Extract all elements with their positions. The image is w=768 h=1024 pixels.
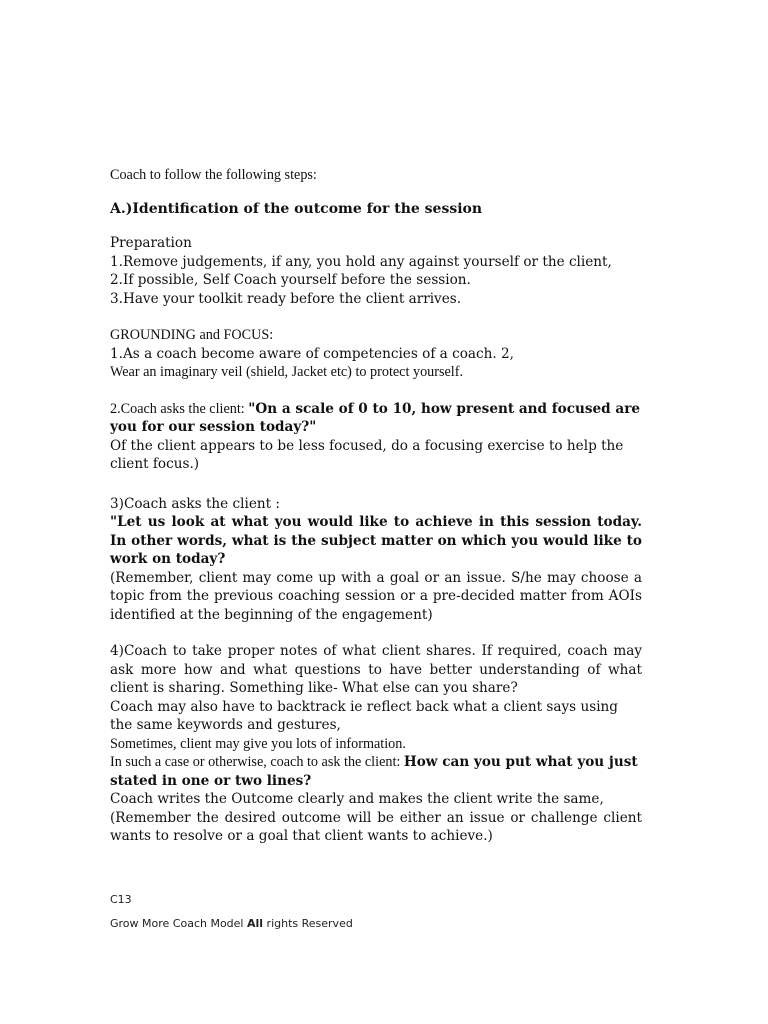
step4-line-1: 4)Coach to take proper notes of what client shares. If required, coach may ask more how and what questions to have better understanding of what client is sharing. Something like- What else can you share?: [110, 643, 642, 696]
step4-line-4: [110, 753, 642, 790]
copyright-prefix: Grow More Coach Model: [110, 917, 247, 930]
section-heading: A.)Identification of the outcome for the session: [110, 200, 483, 217]
copyright-notice: [110, 917, 353, 931]
intro-text: Coach to follow the following steps:: [110, 167, 317, 183]
grounding-item-2-prefix: 2.Coach asks the client:: [110, 400, 249, 417]
step4-line-6: (Remember the desired outcome will be either an issue or challenge client wants to resolve or a goal that client wants to achieve.): [110, 809, 642, 844]
copyright-bold: All: [246, 917, 264, 930]
step3-question-text: "Let us look at what you would like to achieve in this session today. In other words, what is the subject matter on which you would like to work on today?: [110, 514, 642, 567]
step4-line-2: Coach may also have to backtrack ie reflect back what a client says using the same keywords and gestures,: [110, 698, 619, 733]
step4-line-3: Sometimes, client may give you lots of information.: [110, 735, 406, 752]
step4-line-4-question: How can you put what you just stated in one or two lines?: [110, 754, 638, 789]
preparation-title: Preparation: [110, 235, 192, 251]
copyright-suffix: rights Reserved: [263, 917, 353, 930]
grounding-item-2-question: "On a scale of 0 to 10, how present and focused are you for our session today?": [110, 400, 641, 435]
step3-question: [110, 513, 642, 569]
grounding-item-2-note: Of the client appears to be less focused, do a focusing exercise to help the client focus.): [110, 437, 624, 472]
step3-prefix: 3)Coach asks the client :: [110, 495, 281, 512]
step4-line-4-prefix: In such a case or otherwise, coach to ask the client:: [110, 754, 404, 770]
preparation-item-2: 2.If possible, Self Coach yourself before the session.: [110, 272, 471, 288]
grounding-item-1-cont: Wear an imaginary veil (shield, Jacket etc) to protect yourself.: [110, 364, 464, 380]
step3-note: (Remember, client may come up with a goal or an issue. S/he may choose a topic from the previous coaching session or a pre-decided matter from AOIs identified at the beginning of the engagement): [110, 569, 642, 623]
preparation-item-3: 3.Have your toolkit ready before the client arrives.: [110, 290, 462, 307]
page-code: C13: [110, 893, 132, 906]
preparation-item-1: 1.Remove judgements, if any, you hold any against yourself or the client,: [110, 253, 612, 270]
document-body: [110, 166, 642, 846]
step4-line-5: Coach writes the Outcome clearly and makes the client write the same,: [110, 791, 604, 807]
grounding-title: GROUNDING and FOCUS:: [110, 327, 274, 343]
grounding-item-2: [110, 400, 642, 437]
grounding-item-1: 1.As a coach become aware of competencies of a coach. 2,: [110, 345, 514, 362]
page-footer: [110, 893, 353, 931]
